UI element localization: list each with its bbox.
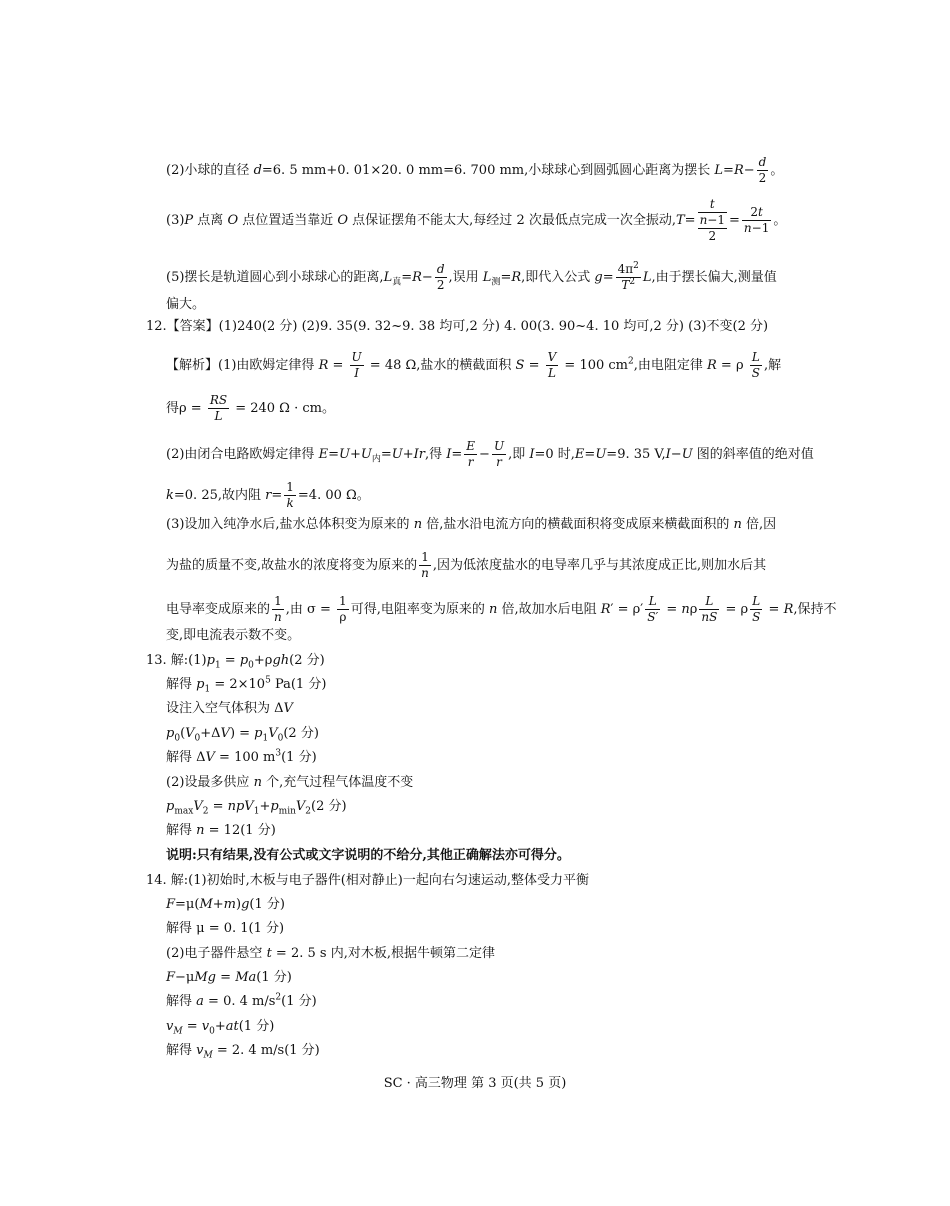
denominator: 2: [758, 171, 767, 185]
q14-line1: 14. 解:(1)初始时,木板与电子器件(相对静止)一起向右匀速运动,整体受力平衡: [146, 873, 590, 888]
text: (1 分): [281, 750, 317, 765]
text: =: [602, 270, 614, 285]
text: =: [328, 447, 339, 462]
subscript: M: [203, 1050, 213, 1061]
subscript: 2: [305, 806, 312, 817]
text: (2)由闭合电路欧姆定律得: [166, 447, 319, 462]
subscript: 0: [174, 733, 181, 744]
text: 解得: [166, 994, 197, 1009]
subscript: 0: [194, 733, 201, 744]
var: U: [360, 447, 372, 462]
var: V: [283, 701, 293, 716]
text: (5)摆长是轨道圆心到小球球心的距离,: [166, 270, 384, 285]
text: −: [421, 270, 433, 285]
fraction: [284, 480, 296, 511]
text: +: [259, 799, 271, 814]
text: (2 分): [289, 653, 325, 668]
denominator: S′: [647, 610, 659, 624]
text: =: [380, 447, 392, 462]
denominator: ρ: [339, 610, 347, 624]
denominator: r: [467, 455, 474, 469]
q12-analysis-1: [166, 350, 781, 381]
var: V: [205, 750, 215, 765]
var: R: [707, 358, 717, 373]
text: 点保证摆角不能太大,每经过 2 次最低点完成一次全振动,: [348, 213, 676, 228]
text: 图的斜率值的绝对值: [692, 447, 814, 462]
fraction: [645, 594, 660, 625]
var: Ir: [413, 447, 425, 462]
text: (2)小球的直径: [166, 163, 254, 178]
var: I: [446, 447, 452, 462]
superscript: 5: [265, 675, 271, 686]
q13-line8: [166, 822, 276, 840]
superscript: 3: [275, 748, 282, 759]
text: ′ = ρ′: [610, 602, 644, 617]
text: −: [743, 163, 755, 178]
text: Pa(1 分): [270, 677, 327, 692]
text: = ρ: [721, 602, 749, 617]
var: R: [318, 358, 329, 373]
numerator: V: [547, 350, 557, 364]
q13-note: 说明:只有结果,没有公式或文字说明的不给分,其他正确解法亦可得分。: [166, 848, 570, 863]
text: +: [214, 1019, 226, 1034]
q11-part3: [166, 197, 786, 244]
q13-line7: [166, 798, 347, 816]
text: = 12(1 分): [204, 823, 276, 838]
numerator: L: [750, 350, 762, 366]
var: M: [199, 897, 213, 912]
var: R: [412, 270, 422, 285]
text: =4. 00 Ω。: [297, 488, 370, 503]
text: =: [401, 270, 413, 285]
q13-line3: [166, 700, 293, 718]
var: at: [225, 1019, 239, 1034]
numerator: d: [758, 155, 767, 169]
subscript: M: [173, 1026, 183, 1037]
subscript: 0: [248, 660, 254, 671]
text: =: [729, 213, 740, 228]
denominator: 2: [436, 278, 445, 292]
text: = 100 m: [214, 750, 276, 765]
q12-answer: 12.【答案】(1)240(2 分) (2)9. 35(9. 32~9. 38 均可,2 分) 4. 00(3. 90~4. 10 均可,2 分) (3)不变(2 分): [146, 319, 769, 334]
text: = ρ: [716, 358, 748, 373]
var: d: [253, 163, 262, 178]
text: 可得,电阻率变为原来的: [350, 602, 489, 617]
q13-line4: [166, 725, 319, 743]
text: =0. 25,故内阻: [173, 488, 266, 503]
text: 解得 Δ: [166, 750, 206, 765]
text: =: [524, 358, 544, 373]
text: 。: [770, 163, 784, 178]
text: (3): [166, 213, 185, 228]
text: +Δ: [200, 726, 221, 741]
numerator: L: [699, 594, 719, 610]
var: n: [196, 823, 205, 838]
subscript: 0: [209, 1026, 215, 1037]
fraction: [350, 350, 364, 381]
var: L: [383, 270, 393, 285]
subscript: 1: [253, 806, 260, 817]
denominator: nS: [701, 610, 718, 624]
var: L: [482, 270, 492, 285]
text: = 100 cm: [560, 358, 628, 373]
var: E: [318, 447, 329, 462]
text: =: [684, 213, 696, 228]
var: n: [699, 213, 708, 227]
subscript: 1: [214, 660, 221, 671]
var: V: [295, 799, 306, 814]
text: ,即代入公式: [521, 270, 595, 285]
fraction: [435, 262, 447, 293]
text: =9. 35 V,: [606, 447, 666, 462]
text: ,误用: [448, 270, 483, 285]
text: =: [216, 970, 236, 985]
text: −: [479, 447, 490, 462]
q14-line7: [166, 1018, 274, 1036]
text: 解得: [166, 1043, 197, 1058]
var: E: [574, 447, 585, 462]
numerator: t: [698, 197, 727, 213]
text: +: [402, 447, 414, 462]
text: −1: [751, 221, 770, 235]
subscript: 2: [202, 806, 209, 817]
var: p: [270, 799, 279, 814]
numerator: U: [351, 350, 362, 364]
numerator: 1: [272, 594, 284, 610]
var: V: [268, 726, 278, 741]
text: =: [500, 270, 512, 285]
var: V: [220, 726, 230, 741]
text: = 2×10: [210, 677, 266, 692]
var: v: [196, 1043, 204, 1058]
text: =: [584, 447, 596, 462]
text: = 2. 4 m/s(1 分): [212, 1043, 320, 1058]
fraction: [208, 393, 229, 424]
text: =: [723, 163, 734, 178]
numerator: [616, 262, 641, 278]
q13-line5: [166, 749, 317, 767]
numerator: 1: [339, 594, 347, 608]
var: S: [515, 358, 525, 373]
text: 2: [750, 205, 759, 219]
text: 【解析】(1)由欧姆定律得: [166, 358, 319, 373]
var: p: [166, 726, 175, 741]
denominator: I: [354, 366, 359, 380]
denominator: n: [274, 610, 282, 624]
denominator: [742, 221, 771, 236]
subscript: 1: [204, 684, 211, 695]
text: (2 分): [311, 799, 347, 814]
var: V: [185, 726, 195, 741]
var: p: [254, 726, 263, 741]
var: U: [681, 447, 693, 462]
q12-analysis-3b: [166, 550, 766, 581]
var: n: [253, 775, 262, 790]
text: = 2. 5 s 内,对木板,根据牛顿第二定律: [271, 946, 495, 961]
superscript: 2: [633, 261, 639, 271]
var: p: [196, 677, 205, 692]
denominator: [698, 213, 727, 229]
var: R: [733, 163, 744, 178]
text: ,解: [763, 358, 782, 373]
text: =0 时,: [534, 447, 575, 462]
text: =: [220, 653, 240, 668]
text: = 240 Ω · cm。: [231, 401, 335, 416]
var: r: [265, 488, 272, 503]
numerator: U: [493, 439, 505, 453]
var: Mg: [194, 970, 217, 985]
q14-line4: [166, 945, 495, 963]
var: p: [166, 799, 175, 814]
text: =: [271, 488, 283, 503]
text: ): [236, 897, 242, 912]
text: (1 分): [238, 1019, 275, 1034]
text: = 0. 4 m/s: [203, 994, 276, 1009]
text: (2)设最多供应: [166, 775, 254, 790]
var: m: [223, 897, 236, 912]
denominator: [616, 278, 641, 293]
text: ,得: [424, 447, 447, 462]
subscript: 0: [277, 733, 284, 744]
fraction: [750, 350, 762, 381]
text: ,由电阻定律: [633, 358, 707, 373]
numerator: [742, 205, 771, 221]
var: F: [166, 970, 176, 985]
var: p: [239, 653, 249, 668]
var: I: [665, 447, 671, 462]
text: =: [764, 602, 784, 617]
fraction: [742, 205, 771, 236]
superscript: 2: [628, 356, 634, 367]
text: (3)设加入纯净水后,盐水总体积变为原来的: [166, 517, 414, 532]
var: U: [338, 447, 350, 462]
q14-line3: 解得 μ = 0. 1(1 分): [166, 921, 285, 936]
text: 个,充气过程气体温度不变: [261, 775, 414, 790]
var: V: [193, 799, 203, 814]
q14-line2: [166, 896, 285, 914]
text: 电导率变成原来的: [166, 602, 271, 617]
denominator: S: [751, 366, 760, 380]
text: 解得: [166, 677, 197, 692]
numerator: 1: [419, 550, 431, 566]
text: 解得: [166, 823, 197, 838]
numerator: L: [750, 594, 762, 610]
var: a: [196, 994, 204, 1009]
denominator: n: [421, 566, 429, 580]
var: T: [675, 213, 685, 228]
var: R: [511, 270, 522, 285]
text: −1: [707, 213, 725, 227]
var: n: [733, 517, 742, 532]
var: t: [266, 946, 272, 961]
text: (2 分): [283, 726, 319, 741]
text: (1 分): [256, 970, 292, 985]
denominator: L: [214, 409, 223, 423]
text: (2)电子器件悬空: [166, 946, 267, 961]
fraction: [337, 594, 349, 625]
var: O: [337, 213, 349, 228]
fraction: [419, 550, 431, 581]
text: ,保持不: [793, 602, 837, 617]
q14-line8: [166, 1042, 320, 1060]
var: v: [166, 1019, 174, 1034]
q11-part2: [166, 155, 783, 186]
var: g: [241, 897, 250, 912]
q14-line5: [166, 969, 292, 987]
fraction: [464, 439, 477, 470]
text: 4π: [617, 262, 634, 276]
text: +: [212, 897, 224, 912]
q12-analysis-3c: [166, 594, 837, 625]
var: U: [595, 447, 607, 462]
text: (1 分): [281, 994, 317, 1009]
var: U: [391, 447, 403, 462]
var: I: [529, 447, 535, 462]
superscript: 2: [629, 277, 636, 287]
text: 倍,盐水沿电流方向的横截面积将变成原来横截面积的: [422, 517, 734, 532]
text: −: [670, 447, 682, 462]
text: ,由于摆长偏大,测量值: [651, 270, 777, 285]
var: R: [600, 602, 611, 617]
denominator: L: [547, 366, 556, 380]
text: = 48 Ω,盐水的横截面积: [365, 358, 516, 373]
var: Ma: [235, 970, 257, 985]
var: P: [184, 213, 194, 228]
text: =: [182, 1019, 202, 1034]
text: +ρ: [253, 653, 273, 668]
denominator: k: [286, 496, 294, 510]
fraction: [272, 594, 284, 625]
numerator: d: [436, 262, 445, 276]
var: npV: [227, 799, 254, 814]
text: =: [328, 358, 348, 373]
text: ,因为低浓度盐水的电导率几乎与其浓度成正比,则加水后其: [432, 558, 767, 573]
text: 。: [773, 213, 787, 228]
q12-analysis-2: [166, 439, 814, 470]
fraction: [757, 155, 769, 186]
numerator: RS: [209, 393, 228, 407]
var: p: [206, 653, 215, 668]
var: v: [201, 1019, 210, 1034]
q13-line2: [166, 676, 326, 694]
numerator: L: [645, 594, 660, 610]
subscript: 测: [491, 277, 501, 288]
var: R: [783, 602, 794, 617]
q11-part5-cont: 偏大。: [166, 297, 206, 312]
var: t: [758, 205, 763, 219]
text: +: [349, 447, 361, 462]
text: (1 分): [249, 897, 285, 912]
var: n: [681, 602, 690, 617]
subscript: 真: [392, 277, 402, 288]
text: 倍,因: [741, 517, 777, 532]
numerator: E: [466, 439, 476, 453]
var: L: [642, 270, 652, 285]
text: ) =: [229, 726, 255, 741]
text: 点位置适当靠近: [238, 213, 338, 228]
text: ,即: [508, 447, 530, 462]
var: F: [166, 897, 176, 912]
superscript: 2: [275, 992, 282, 1003]
var: n: [488, 602, 498, 617]
text: 为盐的质量不变,故盐水的浓度将变为原来的: [166, 558, 418, 573]
var: gh: [272, 653, 290, 668]
q12-analysis-2-cont: [166, 480, 370, 511]
text: −μ: [175, 970, 195, 985]
q12-analysis-3a: [166, 516, 776, 534]
text: =: [662, 602, 682, 617]
fraction: [698, 197, 727, 244]
var: g: [594, 270, 603, 285]
text: ρ: [689, 602, 698, 617]
subscript: 内: [371, 454, 381, 465]
denominator: 2: [708, 229, 717, 243]
var: O: [227, 213, 239, 228]
denominator: r: [496, 455, 502, 469]
text: 倍,故加水后电阻: [497, 602, 601, 617]
text: =: [451, 447, 463, 462]
fraction: [750, 594, 762, 625]
text: ,由 σ =: [285, 602, 336, 617]
q12-analysis-3d: 变,即电流表示数不变。: [166, 628, 301, 643]
subscript: 1: [262, 733, 269, 744]
q12-analysis-1-cont: [166, 393, 335, 424]
var: L: [714, 163, 724, 178]
denominator: S: [752, 610, 761, 624]
text: 得ρ =: [166, 401, 206, 416]
q13-line1: [146, 652, 325, 670]
text: =6. 5 mm+0. 01×20. 0 mm=6. 700 mm,小球球心到圆弧圆心距离为摆长: [261, 163, 715, 178]
numerator: 1: [286, 480, 294, 494]
var: n: [413, 517, 423, 532]
q11-part5: [166, 262, 777, 293]
var: T: [621, 278, 630, 292]
text: =: [208, 799, 228, 814]
fraction: [699, 594, 719, 625]
fraction: [616, 262, 641, 293]
text: =μ(: [175, 897, 200, 912]
q14-line6: [166, 993, 317, 1011]
text: (: [180, 726, 186, 741]
subscript: min: [278, 806, 296, 817]
fraction: [546, 350, 559, 381]
var: k: [166, 488, 174, 503]
text: 点离: [193, 213, 228, 228]
page-footer: SC · 高三物理 第 3 页(共 5 页): [383, 1076, 567, 1091]
fraction: [492, 439, 506, 470]
q13-line6: [166, 774, 413, 792]
text: 设注入空气体积为 Δ: [166, 701, 284, 716]
text: 13. 解:(1): [146, 653, 207, 668]
var: n: [743, 221, 752, 235]
subscript: max: [174, 806, 194, 817]
